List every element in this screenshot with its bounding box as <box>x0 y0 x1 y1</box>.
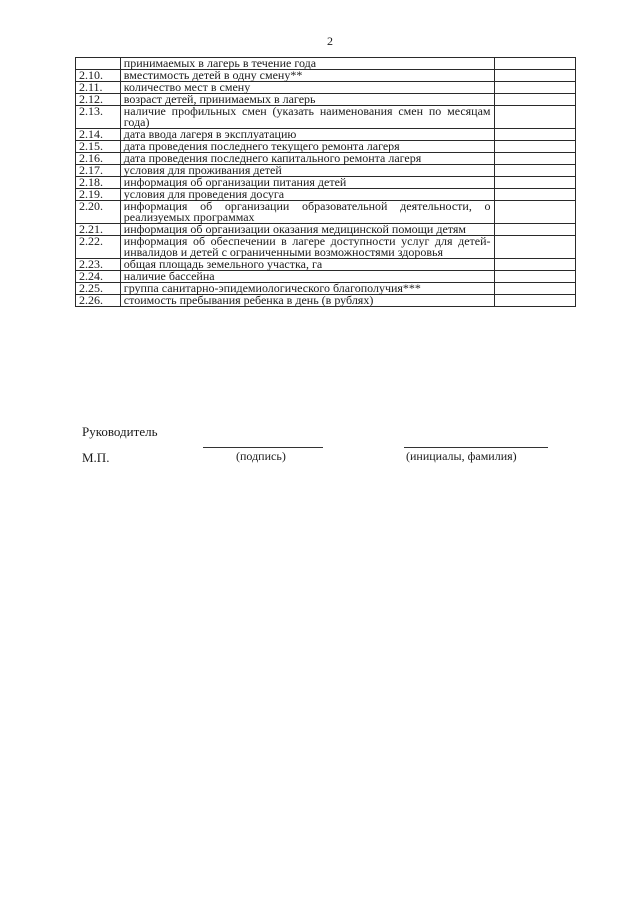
row-description: условия для проживания детей <box>120 165 494 177</box>
row-value <box>494 153 575 165</box>
row-value <box>494 271 575 283</box>
row-value <box>494 165 575 177</box>
table-row <box>76 236 576 259</box>
row-value <box>494 141 575 153</box>
page-number: 2 <box>327 34 333 48</box>
row-value <box>494 224 575 236</box>
row-value <box>494 201 575 224</box>
row-value <box>494 259 575 271</box>
row-number: 2.11. <box>76 82 121 94</box>
name-line <box>404 447 548 448</box>
row-number: 2.22. <box>76 236 121 259</box>
row-description: возраст детей, принимаемых в лагерь <box>120 94 494 106</box>
signature-line <box>203 447 323 448</box>
row-number: 2.24. <box>76 271 121 283</box>
row-number: 2.18. <box>76 177 121 189</box>
row-number: 2.25. <box>76 283 121 295</box>
row-description: информация об организации оказания медицинской помощи детям <box>120 224 494 236</box>
row-description: стоимость пребывания ребенка в день (в рублях) <box>120 295 494 307</box>
name-caption: (инициалы, фамилия) <box>406 449 517 463</box>
row-value <box>494 70 575 82</box>
row-value <box>494 189 575 201</box>
row-description: общая площадь земельного участка, га <box>120 259 494 271</box>
head-label: Руководитель <box>82 424 158 439</box>
row-description: условия для проведения досуга <box>120 189 494 201</box>
row-description: информация об организации образовательной деятельности, о реализуемых программах <box>120 201 494 224</box>
row-number: 2.21. <box>76 224 121 236</box>
row-number: 2.17. <box>76 165 121 177</box>
row-number: 2.19. <box>76 189 121 201</box>
row-description: количество мест в смену <box>120 82 494 94</box>
row-number: 2.14. <box>76 129 121 141</box>
row-description: дата ввода лагеря в эксплуатацию <box>120 129 494 141</box>
row-description: наличие бассейна <box>120 271 494 283</box>
row-number: 2.23. <box>76 259 121 271</box>
row-number: 2.26. <box>76 295 121 307</box>
row-description: вместимость детей в одну смену** <box>120 70 494 82</box>
table-row <box>76 201 576 224</box>
row-description: дата проведения последнего капитального ремонта лагеря <box>120 153 494 165</box>
row-number: 2.15. <box>76 141 121 153</box>
row-value <box>494 129 575 141</box>
row-number: 2.20. <box>76 201 121 224</box>
row-value <box>494 283 575 295</box>
row-value <box>494 106 575 129</box>
row-value <box>494 177 575 189</box>
signature-caption: (подпись) <box>236 449 286 463</box>
row-value <box>494 58 575 70</box>
row-description: информация об организации питания детей <box>120 177 494 189</box>
table-row <box>76 295 576 307</box>
row-description: принимаемых в лагерь в течение года <box>120 58 494 70</box>
row-description: информация об обеспечении в лагере доступности услуг для детей-инвалидов и детей с ограниченными возможностями здоровья <box>120 236 494 259</box>
row-number: 2.10. <box>76 70 121 82</box>
row-value <box>494 295 575 307</box>
table-row <box>76 106 576 129</box>
row-description: группа санитарно-эпидемиологического благополучия*** <box>120 283 494 295</box>
camp-info-table <box>75 57 576 307</box>
row-description: дата проведения последнего текущего ремонта лагеря <box>120 141 494 153</box>
seal-label: М.П. <box>82 450 110 465</box>
row-value <box>494 82 575 94</box>
row-number: 2.13. <box>76 106 121 129</box>
row-number: 2.16. <box>76 153 121 165</box>
row-value <box>494 94 575 106</box>
row-number: 2.12. <box>76 94 121 106</box>
row-value <box>494 236 575 259</box>
row-description: наличие профильных смен (указать наименования смен по месяцам года) <box>120 106 494 129</box>
